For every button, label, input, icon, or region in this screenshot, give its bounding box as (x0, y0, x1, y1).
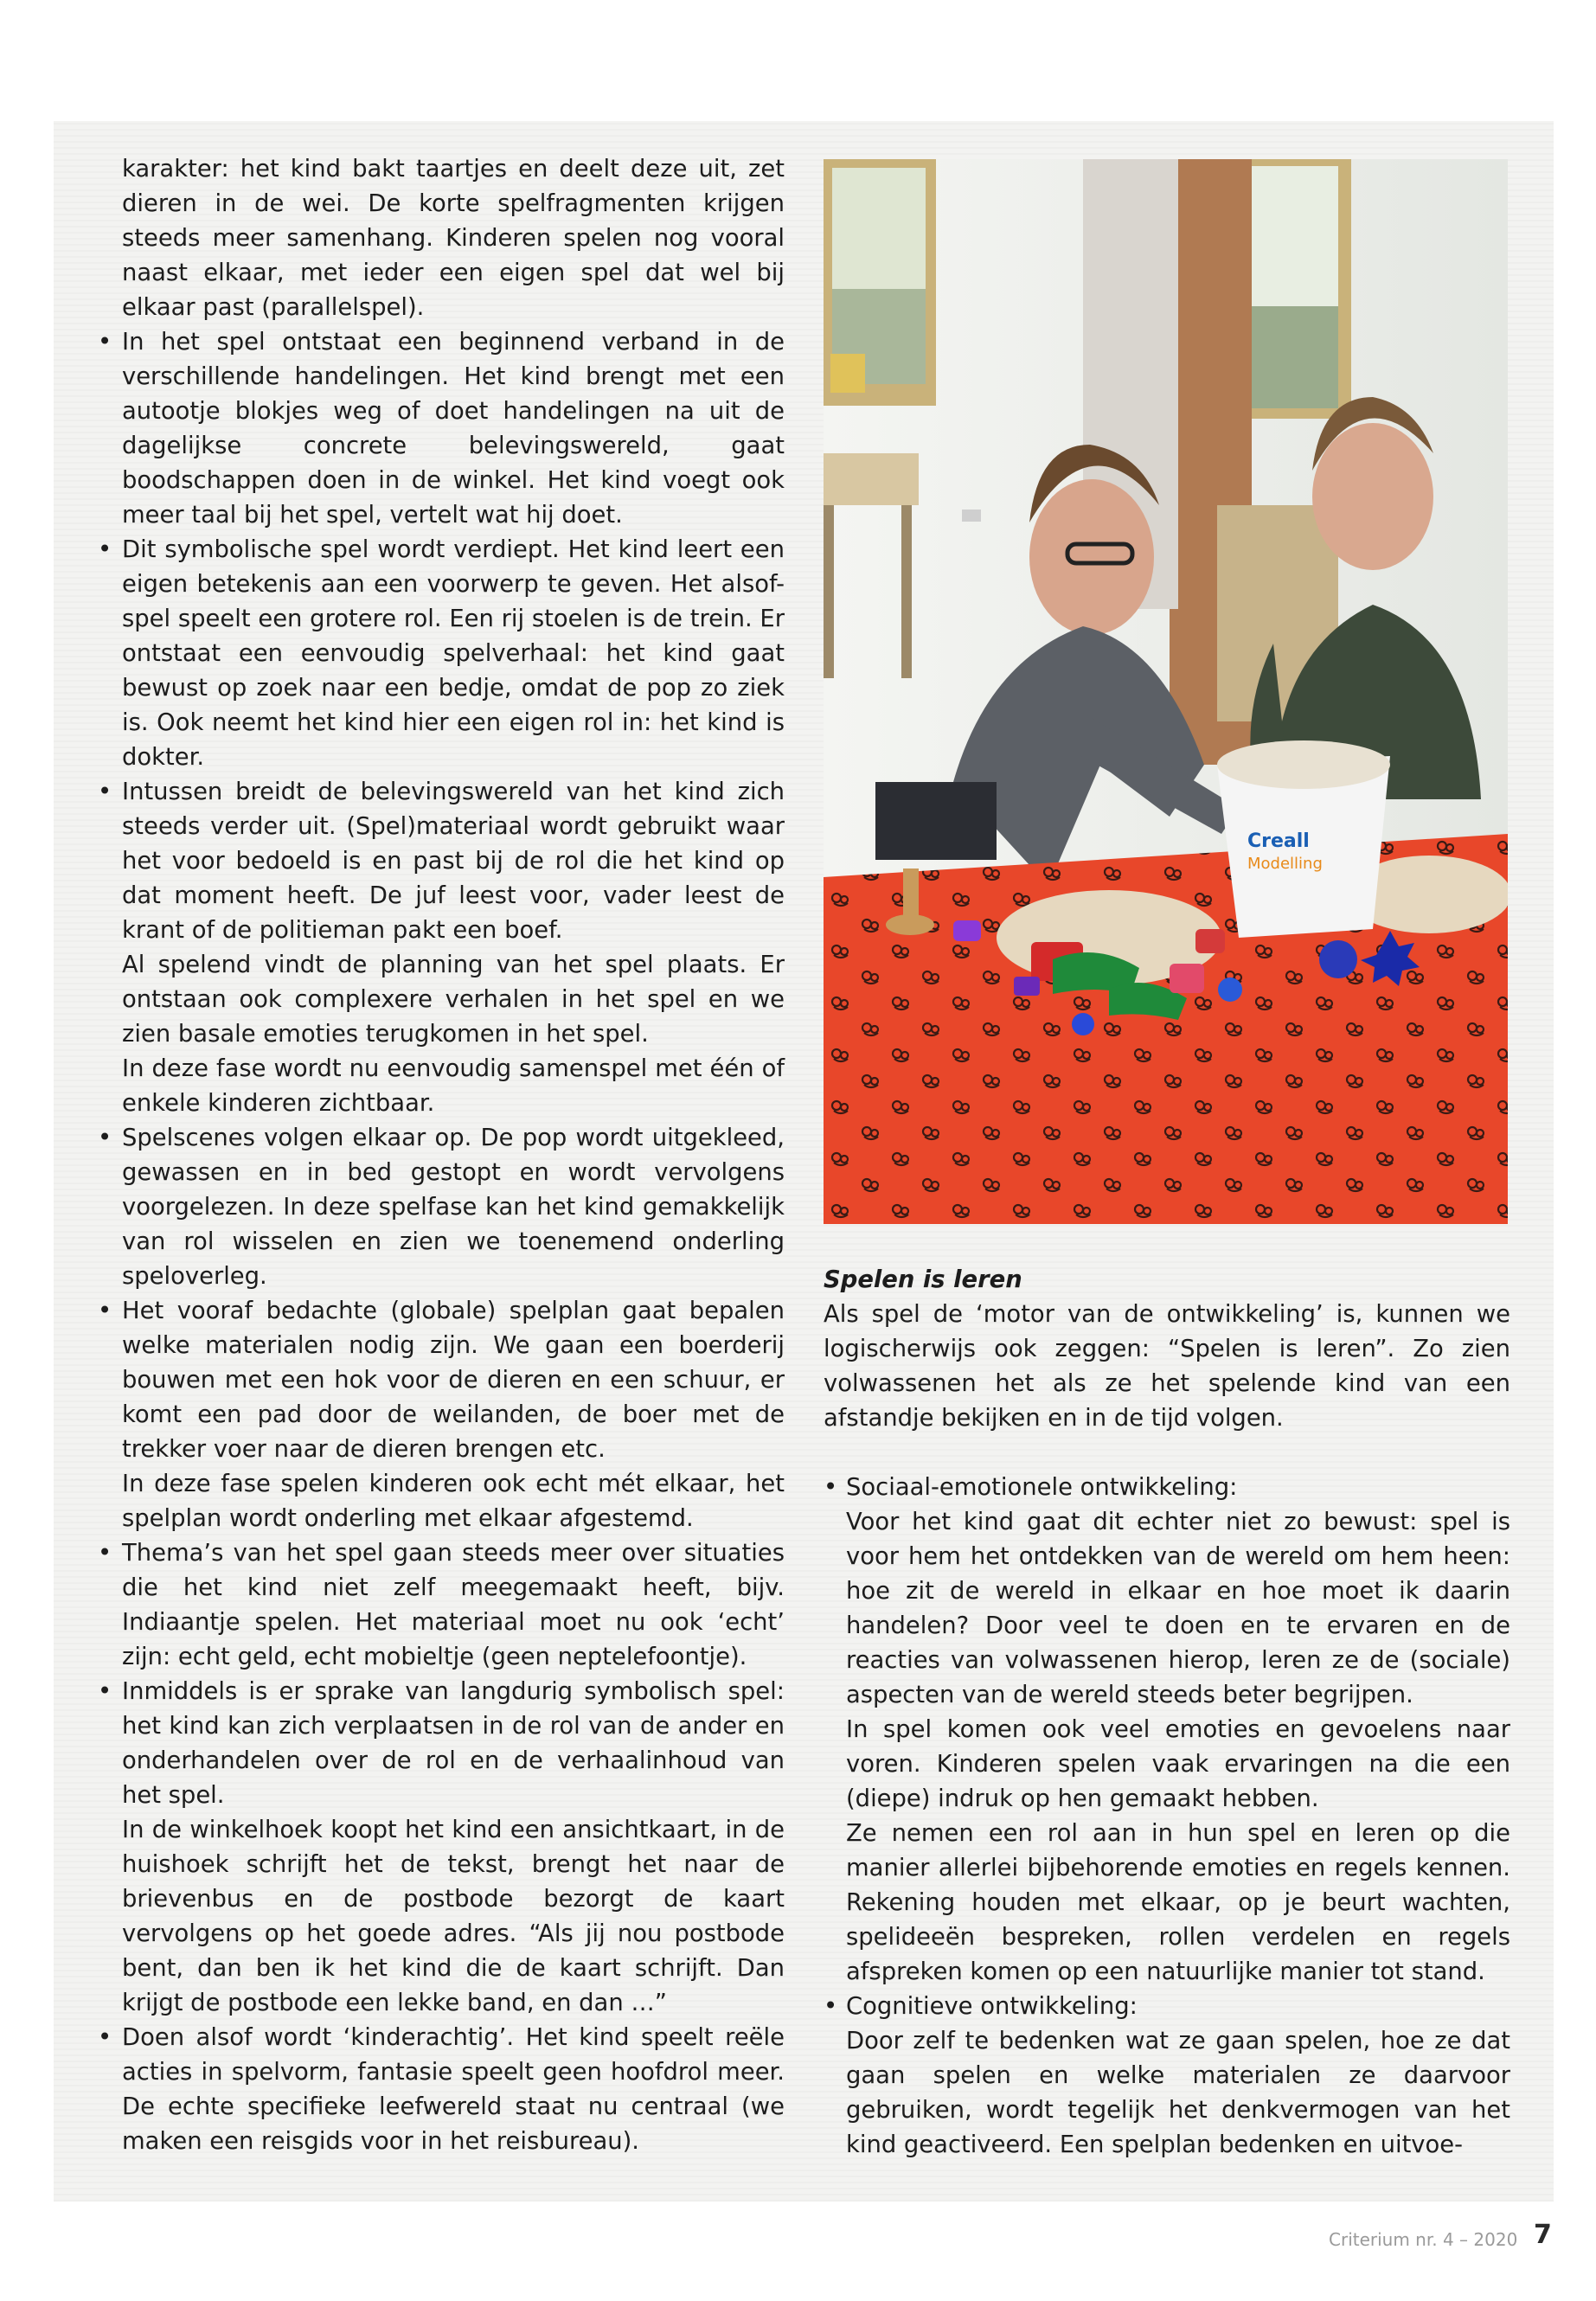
list-item-title: Cognitieve ontwikkeling: (846, 1993, 1138, 2020)
list-item: • Dit symbolische spel wordt verdiept. Het kind leert een eigen betekenis aan een voorwerp te geven. Het alsof-spel speelt een grotere rol. Een rij stoelen is de trein. Er ontstaat een eenvoudig spelverhaal: het kind gaat bewust op zoek naar een bedje, omdat de pop zo ziek is. Ook neemt het kind hier een eigen rol in: het kind is dokter. (122, 533, 785, 775)
continuation-paragraph: In de winkelhoek koopt het kind een ansichtkaart, in de huishoek schrijft het de tekst, brengt het naar de brievenbus en de postbode bezorgt de kaart vervolgens op het goede adres. “Als jij nou postbode bent, dan ben ik het kind die de kaart schrijft. Dan krijgt de postbode een lekke band, en dan …” (122, 1817, 785, 2016)
section-heading: Spelen is leren (824, 1266, 1022, 1293)
bullet-icon: • (824, 1474, 838, 1501)
spacer (824, 1436, 1510, 1471)
list-item: • Spelscenes volgen elkaar op. De pop wordt uitgekleed, gewassen en in bed gestopt en wordt vervolgens voorgelezen. In deze spelfase kan het kind gemakkelijk van rol wisselen en zien we toenemend onderling speloverleg. (122, 1121, 785, 1294)
list-item: • Cognitieve ontwikkeling: Door zelf te bedenken wat ze gaan spelen, hoe ze dat gaan spelen en welke materialen ze daarvoor gebruiken, wordt tegelijk het denkvermogen van het kind geactiveerd. Een spelplan bedenken en uitvoe- (824, 1990, 1510, 2163)
continuation-paragraph: Al spelend vindt de planning van het spel plaats. Er ontstaan ook complexere verhalen in het spel en we zien basale emoties terugkomen in het spel. (122, 952, 785, 1048)
bullet-icon: • (98, 1125, 112, 1151)
bullet-icon: • (98, 779, 112, 805)
intro-paragraph: karakter: het kind bakt taartjes en deelt deze uit, zet dieren in de wei. De korte spelfragmenten krijgen steeds meer samenhang. Kinderen spelen nog vooral naast elkaar, met ieder een eigen spel dat wel bij elkaar past (parallelspel). (122, 156, 785, 321)
photo-children-playing-with-dough (824, 159, 1508, 1224)
bullet-icon: • (98, 1540, 112, 1567)
bucket-brand-label: Creall (1247, 830, 1310, 852)
bullet-icon: • (98, 1298, 112, 1324)
continuation-paragraph: In deze fase wordt nu eenvoudig samenspel met één of enkele kinderen zichtbaar. (122, 1055, 785, 1117)
bullet-icon: • (98, 329, 112, 356)
page-number: 7 (1534, 2220, 1552, 2250)
list-item: • In het spel ontstaat een beginnend verband in de verschillende handelingen. Het kind brengt met een autootje blokjes weg of doet handelingen na uit de dagelijkse concrete belevingswereld, gaat boodschappen doen in de winkel. Het kind voegt ook meer taal bij het spel, vertelt wat hij doet. (122, 325, 785, 533)
publication-footer: Criterium nr. 4 – 2020 (1329, 2229, 1518, 2250)
bullet-icon: • (98, 2024, 112, 2051)
list-item: • Thema’s van het spel gaan steeds meer over situaties die het kind niet zelf meegemaakt heeft, bijv. Indiaantje spelen. Het materiaal moet nu ook ‘echt’ zijn: echt geld, echt mobieltje (geen neptelefoontje). (122, 1536, 785, 1675)
list-item: • Sociaal-emotionele ontwikkeling: Voor het kind gaat dit echter niet zo bewust: spel is voor hem het ontdekken van de wereld om hem heen: hoe zit de wereld in elkaar en hoe moet ik daarin handelen? Door veel te doen en te ervaren en de reacties van volwassenen hierop, leren ze de (sociale) aspecten van de wereld steeds beter begrijpen. In spel komen ook veel emoties en gevoelens naar voren. Kinderen spelen vaak ervaringen na die een (diepe) indruk op hen gemaakt hebben. Ze nemen een rol aan in hun spel en leren op die manier allerlei bijbehorende emoties en regels kennen. Rekening houden met elkaar, op je beurt wachten, spelideeën bespreken, rollen verdelen en regels afspreken komen op een natuurlijke manier tot stand. (824, 1471, 1510, 1990)
list-item-title: Sociaal-emotionele ontwikkeling: (846, 1474, 1238, 1501)
bullet-icon: • (824, 1993, 838, 2020)
left-column (98, 152, 785, 2159)
list-item: • Doen alsof wordt ‘kinderachtig’. Het kind speelt reële acties in spelvorm, fantasie speelt geen hoofdrol meer. De echte specifieke leefwereld staat nu centraal (we maken een reisgids voor in het reisbureau). (122, 2021, 785, 2159)
right-column (824, 1263, 1510, 2163)
list-item: • Intussen breidt de belevingswereld van het kind zich steeds verder uit. (Spel)materiaal wordt gebruikt waar het voor bedoeld is en past bij de rol die het kind op dat moment heeft. De juf leest voor, vader leest de krant of de politieman pakt een boef. Al spelend vindt de planning van het spel plaats. Er ontstaan ook complexere verhalen in het spel en we zien basale emoties terugkomen in het spel. In deze fase wordt nu eenvoudig samenspel met één of enkele kinderen zichtbaar. (122, 775, 785, 1121)
bucket-sub-label: Modelling (1247, 855, 1323, 873)
list-item: • Inmiddels is er sprake van langdurig symbolisch spel: het kind kan zich verplaatsen in de rol van de ander en onderhandelen over de rol en de verhaalinhoud van het spel. In de winkelhoek koopt het kind een ansichtkaart, in de huishoek schrijft het de tekst, brengt het naar de brievenbus en de postbode bezorgt de kaart vervolgens op het goede adres. “Als jij nou postbode bent, dan ben ik het kind die de kaart schrijft. Dan krijgt de postbode een lekke band, en dan …” (122, 1675, 785, 2021)
bullet-icon: • (98, 1678, 112, 1705)
bullet-icon: • (98, 536, 112, 563)
continuation-paragraph: In deze fase spelen kinderen ook echt mét elkaar, het spelplan wordt onderling met elkaar afgestemd. (122, 1471, 785, 1532)
intro-paragraph: Als spel de ‘motor van de ontwikkeling’ is, kunnen we logischerwijs ook zeggen: “Spelen is leren”. Zo zien volwassenen het als ze het spelende kind van een afstandje bekijken en in de tijd volgen. (824, 1301, 1510, 1432)
list-item: • Het vooraf bedachte (globale) spelplan gaat bepalen welke materialen nodig zijn. We gaan een boerderij bouwen met een hok voor de dieren en een schuur, er komt een pad door de weilanden, de boer met de trekker voer naar de dieren brengen etc. In deze fase spelen kinderen ook echt mét elkaar, het spelplan wordt onderling met elkaar afgestemd. (122, 1294, 785, 1536)
